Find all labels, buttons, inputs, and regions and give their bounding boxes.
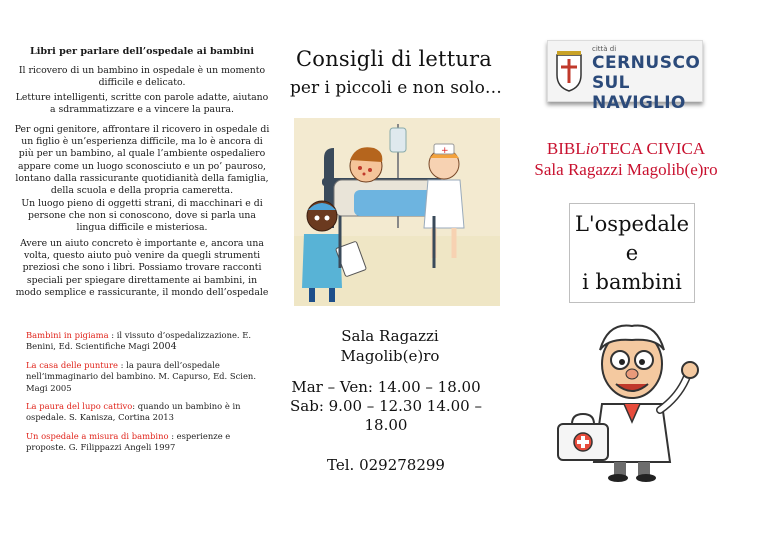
intro-paragraph-2 [14,92,270,116]
hours-line-2: Sab: 9.00 – 12.30 14.00 – [290,397,482,415]
hospital-illustration [294,118,500,306]
opening-hours [286,378,486,435]
book-details: : la paura dell’ospedale nell’immaginario del bambino. M. Capurso, Ed. Scien. Magi 2005 [26,359,256,393]
book-list [26,330,272,461]
library-subtitle: Sala Ragazzi Magolib(e)ro [534,160,718,179]
poster-line-1: L'ospedale [574,212,690,236]
intro-paragraph-4 [14,198,270,235]
poster-title-box [569,203,695,303]
library-name [508,138,744,180]
doctor-illustration-svg [552,312,712,482]
logo-line-1: CERNUSCO [592,53,701,73]
poster-line-2: e [625,241,639,265]
left-heading: Libri per parlare dell’ospedale ai bambini [30,46,254,57]
logo-small-text: città di [592,45,617,53]
book-title: Bambini in pigiama [26,330,109,340]
venue-name [300,326,480,366]
book-details: : esperienze e proposte. G. Filippazzi Angeli 1997 [26,430,231,453]
venue-line-2: Magolib(e)ro [340,347,440,365]
book-title: La casa delle punture [26,359,119,370]
venue-line-1: Sala Ragazzi [341,327,439,345]
doctor-illustration [552,312,712,482]
coat-of-arms-icon [554,49,584,93]
library-prefix: BIBL [546,139,586,158]
intro-paragraph-3 [14,124,270,197]
library-title [508,138,744,159]
book-details: : quando un bambino è in ospedale. S. Kanisza, Cortina 2013 [26,401,241,423]
book-title: La paura del lupo cattivo [26,401,133,412]
hours-line-3: 18.00 [364,416,408,434]
logo-line-2: SUL NAVIGLIO [592,73,686,113]
poster-line-3: i bambini [582,270,682,294]
hospital-illustration-svg [294,118,500,306]
book-details: : il vissuto d’ospedalizzazione. E. Benini, Ed. Scientifiche Magi [26,330,252,352]
book-year: 2004 [152,341,177,353]
paragraph-text: Il ricovero di un bambino in ospedale è un momento difficile e delicato. [18,65,266,89]
library-italic: io [585,139,599,158]
intro-paragraph-1 [14,65,270,89]
paragraph-text: Un luogo pieno di oggetti strani, di macchinari e di persone che non si conoscono, dove si parla una lingua difficile e misteriosa. [21,198,263,234]
phone-number: Tel. 029278299 [327,456,445,474]
book-item [26,431,272,454]
intro-paragraph-5 [14,238,270,299]
hours-line-1: Mar – Ven: 14.00 – 18.00 [291,378,481,396]
svg-text:+: + [441,146,449,156]
main-title: Consigli di lettura [296,47,493,71]
city-logo [547,40,703,113]
main-subtitle: per i piccoli e non solo… [290,78,502,98]
paragraph-text: Per ogni genitore, affrontare il ricovero in ospedale di un figlio è un’esperienza difficile, ma lo è ancora di più per un bambino, al quale l’ambiente ospedaliero appare come un luogo sconosciuto e un po’ pauroso, lontano dalla rassicurante quotidianità della famiglia, della scuola e della propria cameretta. [14,124,270,197]
book-item [26,360,272,394]
book-item [26,401,272,424]
paragraph-text: Letture intelligenti, scritte con parole adatte, aiutano a sdrammatizzare e a vincere la paura. [15,92,269,116]
paragraph-text: Avere un aiuto concreto è importante e, ancora una volta, questo aiuto può venire da quegli strumenti preziosi che sono i libri. Possiamo trovare racconti speciali per spiegare direttamente ai bambini, in modo semplice e rassicurante, il mondo dell’ospedale [15,238,269,298]
book-title: Un ospedale a misura di bambino [26,430,169,441]
book-item [26,330,272,353]
library-suffix: TECA CIVICA [598,139,706,158]
left-column [14,46,270,58]
